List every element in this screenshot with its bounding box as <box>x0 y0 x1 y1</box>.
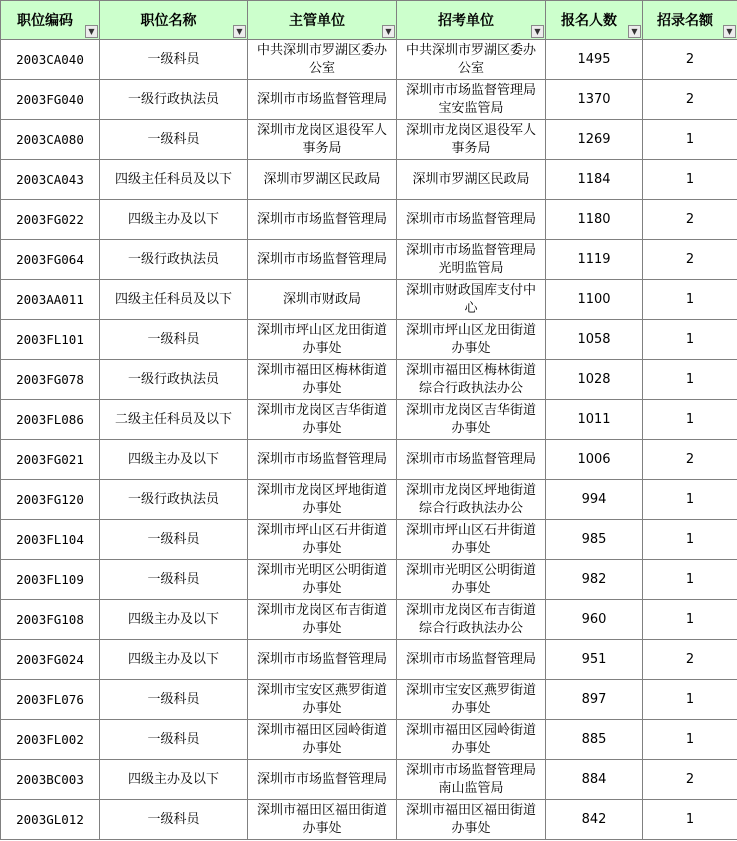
cell-applicants[interactable]: 1119 <box>546 240 643 280</box>
cell-recruiting-unit[interactable]: 深圳市龙岗区坪地街道综合行政执法办公 <box>397 480 546 520</box>
cell-quota[interactable]: 2 <box>643 40 737 80</box>
cell-supervising-unit[interactable]: 深圳市龙岗区吉华街道办事处 <box>248 400 397 440</box>
cell-position-code[interactable]: 2003FG040 <box>1 80 100 120</box>
cell-position-name[interactable]: 一级行政执法员 <box>100 360 248 400</box>
cell-position-name[interactable]: 四级主任科员及以下 <box>100 160 248 200</box>
cell-position-code[interactable]: 2003FG021 <box>1 440 100 480</box>
cell-applicants[interactable]: 1006 <box>546 440 643 480</box>
cell-position-name[interactable]: 四级主办及以下 <box>100 640 248 680</box>
cell-applicants[interactable]: 1370 <box>546 80 643 120</box>
cell-position-code[interactable]: 2003FL086 <box>1 400 100 440</box>
cell-supervising-unit[interactable]: 深圳市坪山区石井街道办事处 <box>248 520 397 560</box>
cell-position-code[interactable]: 2003BC003 <box>1 760 100 800</box>
cell-recruiting-unit[interactable]: 深圳市市场监督管理局南山监管局 <box>397 760 546 800</box>
cell-quota[interactable]: 1 <box>643 480 737 520</box>
table-row <box>1 560 737 600</box>
cell-position-name[interactable]: 一级科员 <box>100 560 248 600</box>
cell-supervising-unit[interactable]: 中共深圳市罗湖区委办公室 <box>248 40 397 80</box>
cell-supervising-unit[interactable]: 深圳市财政局 <box>248 280 397 320</box>
cell-applicants[interactable]: 994 <box>546 480 643 520</box>
cell-applicants[interactable]: 1180 <box>546 200 643 240</box>
cell-position-name[interactable]: 一级科员 <box>100 40 248 80</box>
cell-supervising-unit[interactable]: 深圳市福田区园岭街道办事处 <box>248 720 397 760</box>
cell-applicants[interactable]: 982 <box>546 560 643 600</box>
cell-supervising-unit[interactable]: 深圳市坪山区龙田街道办事处 <box>248 320 397 360</box>
cell-quota[interactable]: 1 <box>643 280 737 320</box>
cell-recruiting-unit[interactable]: 深圳市坪山区石井街道办事处 <box>397 520 546 560</box>
header-position-name <box>100 1 248 40</box>
cell-applicants[interactable]: 1100 <box>546 280 643 320</box>
cell-quota[interactable]: 1 <box>643 520 737 560</box>
cell-recruiting-unit[interactable]: 中共深圳市罗湖区委办公室 <box>397 40 546 80</box>
cell-supervising-unit[interactable]: 深圳市市场监督管理局 <box>248 200 397 240</box>
header-supervising-unit <box>248 1 397 40</box>
table-body <box>1 40 737 840</box>
header-label: 职位名称 <box>140 13 197 29</box>
table-row <box>1 400 737 440</box>
cell-position-name[interactable]: 四级主办及以下 <box>100 200 248 240</box>
table-row <box>1 720 737 760</box>
table-row <box>1 800 737 840</box>
cell-position-name[interactable]: 四级主任科员及以下 <box>100 280 248 320</box>
table-row <box>1 280 737 320</box>
cell-applicants[interactable]: 884 <box>546 760 643 800</box>
cell-position-name[interactable]: 四级主办及以下 <box>100 760 248 800</box>
cell-recruiting-unit[interactable]: 深圳市市场监督管理局 <box>397 200 546 240</box>
header-label: 职位编码 <box>17 13 73 29</box>
cell-quota[interactable]: 2 <box>643 80 737 120</box>
cell-recruiting-unit[interactable]: 深圳市龙岗区吉华街道办事处 <box>397 400 546 440</box>
cell-supervising-unit[interactable]: 深圳市市场监督管理局 <box>248 80 397 120</box>
cell-position-name[interactable]: 四级主办及以下 <box>100 600 248 640</box>
cell-applicants[interactable]: 1495 <box>546 40 643 80</box>
cell-supervising-unit[interactable]: 深圳市市场监督管理局 <box>248 440 397 480</box>
cell-supervising-unit[interactable]: 深圳市福田区梅林街道办事处 <box>248 360 397 400</box>
table-row <box>1 680 737 720</box>
cell-recruiting-unit[interactable]: 深圳市龙岗区退役军人事务局 <box>397 120 546 160</box>
cell-position-name[interactable]: 一级科员 <box>100 320 248 360</box>
cell-supervising-unit[interactable]: 深圳市市场监督管理局 <box>248 640 397 680</box>
cell-position-code[interactable]: 2003CA080 <box>1 120 100 160</box>
header-label: 主管单位 <box>289 13 345 29</box>
cell-supervising-unit[interactable]: 深圳市龙岗区退役军人事务局 <box>248 120 397 160</box>
table-row <box>1 640 737 680</box>
cell-recruiting-unit[interactable]: 深圳市宝安区燕罗街道办事处 <box>397 680 546 720</box>
cell-quota[interactable]: 2 <box>643 200 737 240</box>
table-row <box>1 440 737 480</box>
cell-position-code[interactable]: 2003FG064 <box>1 240 100 280</box>
cell-quota[interactable]: 1 <box>643 680 737 720</box>
cell-applicants[interactable]: 1028 <box>546 360 643 400</box>
cell-position-code[interactable]: 2003FL101 <box>1 320 100 360</box>
table-row <box>1 760 737 800</box>
cell-supervising-unit[interactable]: 深圳市市场监督管理局 <box>248 760 397 800</box>
cell-supervising-unit[interactable]: 深圳市龙岗区布吉街道办事处 <box>248 600 397 640</box>
cell-position-code[interactable]: 2003FG120 <box>1 480 100 520</box>
cell-position-code[interactable]: 2003FL076 <box>1 680 100 720</box>
cell-quota[interactable]: 1 <box>643 360 737 400</box>
table-row <box>1 360 737 400</box>
cell-position-name[interactable]: 一级科员 <box>100 520 248 560</box>
cell-position-code[interactable]: 2003FL104 <box>1 520 100 560</box>
cell-recruiting-unit[interactable]: 深圳市福田区园岭街道办事处 <box>397 720 546 760</box>
header-quota <box>643 1 737 40</box>
cell-applicants[interactable]: 951 <box>546 640 643 680</box>
cell-position-code[interactable]: 2003FG108 <box>1 600 100 640</box>
cell-supervising-unit[interactable]: 深圳市龙岗区坪地街道办事处 <box>248 480 397 520</box>
header-row <box>1 1 737 40</box>
cell-applicants[interactable]: 960 <box>546 600 643 640</box>
table-header <box>1 1 737 40</box>
cell-quota[interactable]: 2 <box>643 760 737 800</box>
table-row <box>1 80 737 120</box>
cell-quota[interactable]: 2 <box>643 440 737 480</box>
filter-dropdown-icon[interactable]: ▼ <box>723 25 736 38</box>
cell-applicants[interactable]: 842 <box>546 800 643 840</box>
cell-applicants[interactable]: 1269 <box>546 120 643 160</box>
table-row <box>1 600 737 640</box>
table-row <box>1 120 737 160</box>
cell-position-code[interactable]: 2003FG022 <box>1 200 100 240</box>
cell-quota[interactable]: 1 <box>643 800 737 840</box>
table-row <box>1 520 737 560</box>
table-row <box>1 320 737 360</box>
cell-quota[interactable]: 2 <box>643 640 737 680</box>
cell-position-name[interactable]: 一级科员 <box>100 720 248 760</box>
cell-applicants[interactable]: 1184 <box>546 160 643 200</box>
cell-applicants[interactable]: 1058 <box>546 320 643 360</box>
table-row <box>1 40 737 80</box>
cell-recruiting-unit[interactable]: 深圳市市场监督管理局 <box>397 640 546 680</box>
cell-quota[interactable]: 1 <box>643 600 737 640</box>
filter-dropdown-icon[interactable]: ▼ <box>382 25 395 38</box>
cell-supervising-unit[interactable]: 深圳市宝安区燕罗街道办事处 <box>248 680 397 720</box>
filter-dropdown-icon[interactable]: ▼ <box>85 25 98 38</box>
cell-applicants[interactable]: 885 <box>546 720 643 760</box>
cell-position-name[interactable]: 一级行政执法员 <box>100 80 248 120</box>
cell-quota[interactable]: 1 <box>643 120 737 160</box>
cell-recruiting-unit[interactable]: 深圳市市场监督管理局 <box>397 440 546 480</box>
cell-supervising-unit[interactable]: 深圳市市场监督管理局 <box>248 240 397 280</box>
cell-position-name[interactable]: 一级科员 <box>100 120 248 160</box>
cell-quota[interactable]: 1 <box>643 720 737 760</box>
cell-applicants[interactable]: 897 <box>546 680 643 720</box>
table-row <box>1 160 737 200</box>
cell-supervising-unit[interactable]: 深圳市光明区公明街道办事处 <box>248 560 397 600</box>
cell-quota[interactable]: 1 <box>643 320 737 360</box>
cell-position-name[interactable]: 一级行政执法员 <box>100 240 248 280</box>
cell-recruiting-unit[interactable]: 深圳市市场监督管理局宝安监管局 <box>397 80 546 120</box>
cell-position-name[interactable]: 一级科员 <box>100 800 248 840</box>
cell-quota[interactable]: 1 <box>643 560 737 600</box>
header-label: 报名人数 <box>561 13 617 29</box>
cell-quota[interactable]: 1 <box>643 400 737 440</box>
cell-position-name[interactable]: 一级科员 <box>100 680 248 720</box>
cell-position-code[interactable]: 2003FG078 <box>1 360 100 400</box>
filter-dropdown-icon[interactable]: ▼ <box>233 25 246 38</box>
cell-applicants[interactable]: 985 <box>546 520 643 560</box>
cell-position-code[interactable]: 2003FG024 <box>1 640 100 680</box>
cell-position-code[interactable]: 2003FL002 <box>1 720 100 760</box>
table-row <box>1 240 737 280</box>
cell-supervising-unit[interactable]: 深圳市福田区福田街道办事处 <box>248 800 397 840</box>
cell-position-name[interactable]: 四级主办及以下 <box>100 440 248 480</box>
filter-dropdown-icon[interactable]: ▼ <box>531 25 544 38</box>
cell-position-code[interactable]: 2003CA043 <box>1 160 100 200</box>
cell-supervising-unit[interactable]: 深圳市罗湖区民政局 <box>248 160 397 200</box>
header-label: 招录名额 <box>657 13 713 29</box>
cell-recruiting-unit[interactable]: 深圳市罗湖区民政局 <box>397 160 546 200</box>
cell-position-code[interactable]: 2003GL012 <box>1 800 100 840</box>
cell-recruiting-unit[interactable]: 深圳市龙岗区布吉街道综合行政执法办公 <box>397 600 546 640</box>
cell-applicants[interactable]: 1011 <box>546 400 643 440</box>
header-applicants <box>546 1 643 40</box>
cell-position-code[interactable]: 2003AA011 <box>1 280 100 320</box>
cell-quota[interactable]: 2 <box>643 240 737 280</box>
header-position-code <box>1 1 100 40</box>
cell-recruiting-unit[interactable]: 深圳市坪山区龙田街道办事处 <box>397 320 546 360</box>
cell-recruiting-unit[interactable]: 深圳市福田区福田街道办事处 <box>397 800 546 840</box>
header-recruiting-unit <box>397 1 546 40</box>
cell-position-code[interactable]: 2003FL109 <box>1 560 100 600</box>
header-label: 招考单位 <box>438 13 494 29</box>
cell-recruiting-unit[interactable]: 深圳市福田区梅林街道综合行政执法办公 <box>397 360 546 400</box>
table-row <box>1 480 737 520</box>
cell-recruiting-unit[interactable]: 深圳市财政国库支付中心 <box>397 280 546 320</box>
cell-recruiting-unit[interactable]: 深圳市市场监督管理局光明监管局 <box>397 240 546 280</box>
cell-quota[interactable]: 1 <box>643 160 737 200</box>
table-row <box>1 200 737 240</box>
cell-position-code[interactable]: 2003CA040 <box>1 40 100 80</box>
cell-position-name[interactable]: 一级行政执法员 <box>100 480 248 520</box>
cell-position-name[interactable]: 二级主任科员及以下 <box>100 400 248 440</box>
cell-recruiting-unit[interactable]: 深圳市光明区公明街道办事处 <box>397 560 546 600</box>
filter-dropdown-icon[interactable]: ▼ <box>628 25 641 38</box>
